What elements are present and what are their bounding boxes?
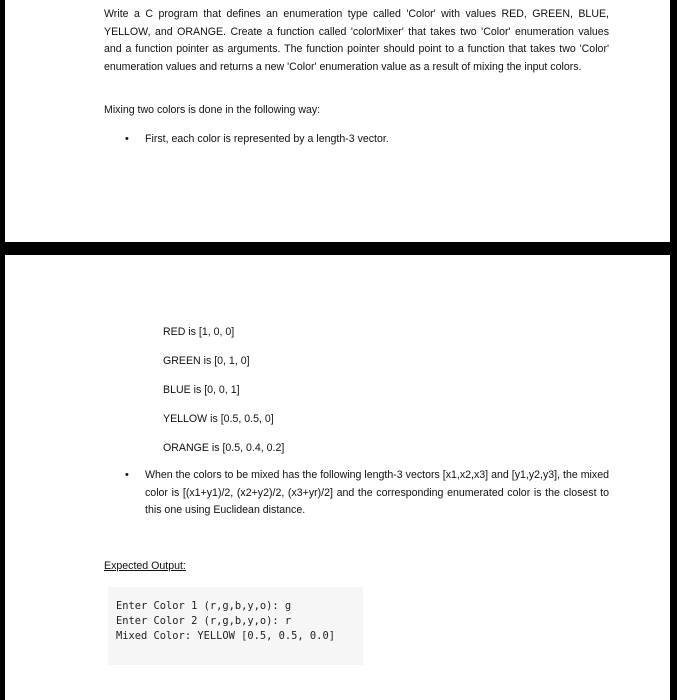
top-panel (5, 0, 670, 242)
bullet-icon: • (125, 469, 129, 481)
code-block (108, 587, 363, 665)
expected-output-heading: Expected Output: (104, 560, 186, 572)
color-vector-orange: ORANGE is [0.5, 0.4, 0.2] (163, 442, 285, 454)
intro-paragraph: Write a C program that defines an enumeration type called 'Color' with values RED, GREEN, BLUE, YELLOW, and ORANGE. Create a function called 'colorMixer' that takes two 'Color' enumeration values and a function pointer as arguments. The function pointer should point to a function that takes two 'Color' enumeration values and returns a new 'Color' enumeration value as a result of mixing the input colors. (104, 8, 609, 73)
code-line-3: Mixed Color: YELLOW [0.5, 0.5, 0.0] (116, 630, 335, 642)
bottom-panel (5, 255, 670, 700)
color-vector-yellow: YELLOW is [0.5, 0.5, 0] (163, 413, 274, 425)
color-vector-blue: BLUE is [0, 0, 1] (163, 384, 240, 396)
mixing-intro: Mixing two colors is done in the following way: (104, 104, 321, 116)
bullet-icon: • (125, 133, 129, 145)
code-line-2: Enter Color 2 (r,g,b,y,o): r (116, 615, 292, 627)
mixing-rule-text: When the colors to be mixed has the following length-3 vectors [x1,x2,x3] and [y1,y2,y3], the mixed color is [(x1+y1)/2, (x2+y2)/2, (x3+yr)/2] and the corresponding enumerated color is the closest to this one using Euclidean distance. (145, 469, 609, 517)
color-vector-green: GREEN is [0, 1, 0] (163, 355, 250, 367)
color-vector-red: RED is [1, 0, 0] (163, 326, 235, 338)
bullet-text: First, each color is represented by a length-3 vector. (145, 133, 389, 145)
code-line-1: Enter Color 1 (r,g,b,y,o): g (116, 600, 292, 612)
